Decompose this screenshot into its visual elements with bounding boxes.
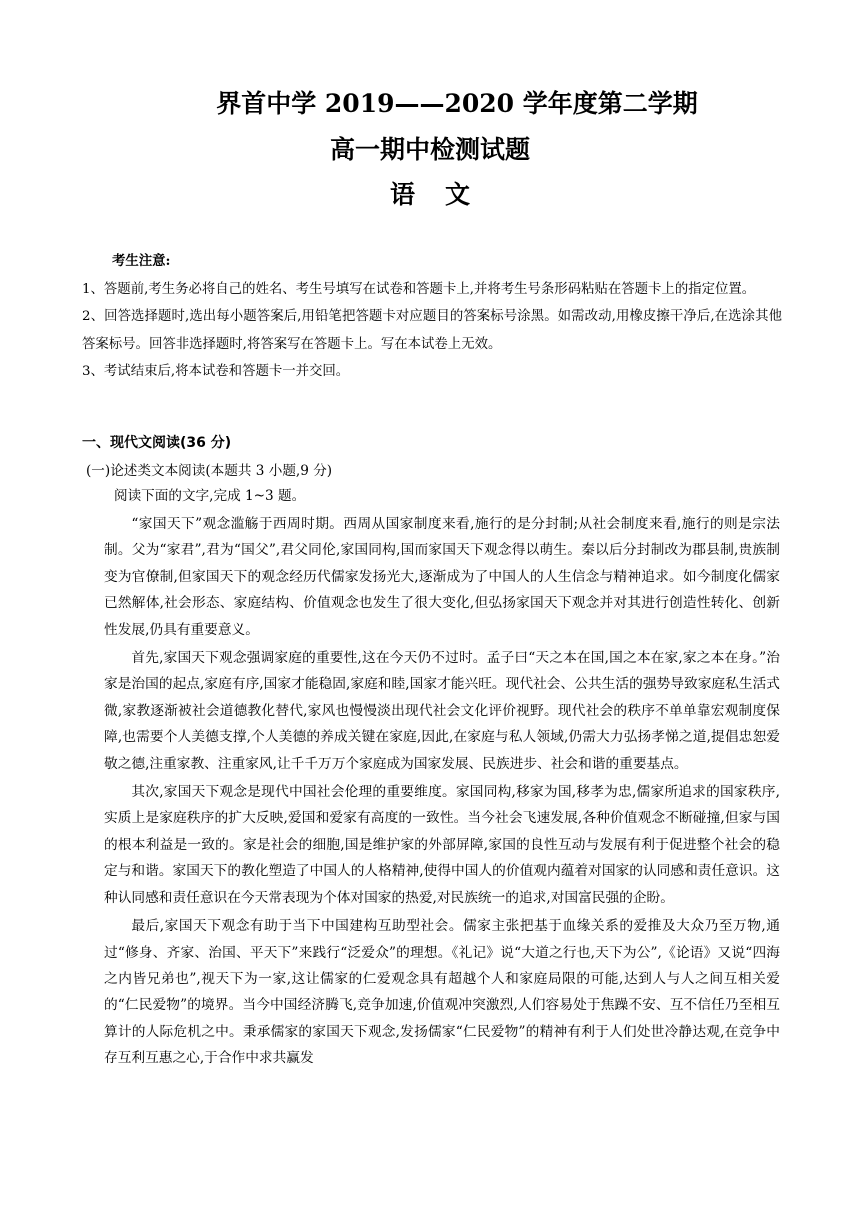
- reading-passage: [104, 511, 780, 1074]
- passage-paragraph: 首先,家国天下观念强调家庭的重要性,这在今天仍不过时。孟子曰“天之本在国,国之本在家,家之本在身。”治家是治国的起点,家庭有序,国家才能稳固,家庭和睦,国家才能兴旺。现代社会、公共生活的强势导致家庭私生活式微,家教逐渐被社会道德教化替代,家风也慢慢淡出现代社会文化评价视野。现代社会的秩序不单单靠宏观制度保障,也需要个人美德支撑,个人美德的养成关键在家庭,因此,在家庭与私人领域,仍需大力弘扬孝悌之道,提倡忠恕爱敬之德,注重家教、注重家风,让千千万万个家庭成为国家发展、民族进步、社会和谐的重要基点。: [104, 650, 780, 772]
- section-heading: 一、现代文阅读(36 分): [82, 435, 232, 451]
- notice-item: 2、回答选择题时,选出每小题答案后,用铅笔把答题卡对应题目的答案标号涂黑。如需改动,用橡皮擦干净后,在选涂其他答案标号。回答非选择题时,将答案写在答题卡上。写在本试卷上无效。: [82, 309, 782, 352]
- exam-title-school-year: 界首中学 2019——2020 学年度第二学期: [216, 89, 698, 118]
- candidate-notice: [82, 248, 782, 386]
- passage-paragraph: “家国天下”观念滥觞于西周时期。西周从国家制度来看,施行的是分封制;从社会制度来看,施行的则是宗法制。父为“家君”,君为“国父”,君父同伦,家国同构,国而家国天下观念得以萌生。秦以后分封制改为郡县制,贵族制变为官僚制,但家国天下的观念经历代儒家发扬光大,逐渐成为了中国人的人生信念与精神追求。如今制度化儒家已然解体,社会形态、家庭结构、价值观念也发生了很大变化,但弘扬家国天下观念并对其进行创造性转化、创新性发展,仍具有重要意义。: [104, 516, 780, 638]
- passage-paragraph: 其次,家国天下观念是现代中国社会伦理的重要维度。家国同构,移家为国,移孝为忠,儒家所追求的国家秩序,实质上是家庭秩序的扩大反映,爱国和爱家有高度的一致性。当今社会飞速发展,各种价值观念不断碰撞,但家与国的根本利益是一致的。家是社会的细胞,国是维护家的外部屏障,家国的良性互动与发展有利于促进整个社会的稳定与和谐。家国天下的教化塑造了中国人的人格精神,使得中国人的价值观内蕴着对国家的认同感和责任意识。这种认同感和责任意识在今天常表现为个体对国家的热爱,对民族统一的追求,对国富民强的企盼。: [104, 784, 780, 906]
- notice-item: 3、考试结束后,将本试卷和答题卡一并交回。: [82, 364, 350, 379]
- exam-title-grade: 高一期中检测试题: [329, 135, 530, 164]
- notice-item: 1、答题前,考生务必将自己的姓名、考生号填写在试卷和答题卡上,并将考生号条形码粘贴在答题卡上的指定位置。: [82, 281, 756, 297]
- notice-heading: 考生注意:: [112, 253, 171, 269]
- exam-title-subject: 语文: [389, 180, 500, 209]
- subsection-heading: (一)论述类文本阅读(本题共 3 小题,9 分): [86, 463, 333, 479]
- reading-instruction: 阅读下面的文字,完成 1~3 题。: [114, 488, 306, 504]
- passage-paragraph: 最后,家国天下观念有助于当下中国建构互助型社会。儒家主张把基于血缘关系的爱推及大众乃至万物,通过“修身、齐家、治国、平天下”来践行“泛爱众”的理想。《礼记》说“大道之行也,天下为公”,《论语》又说“四海之内皆兄弟也”,视天下为一家,这让儒家的仁爱观念具有超越个人和家庭局限的可能,达到人与人之间互相关爱的“仁民爱物”的境界。当今中国经济腾飞,竞争加速,价值观冲突激烈,人们容易处于焦躁不安、互不信任乃至相互算计的人际危机之中。秉承儒家的家国天下观念,发扬儒家“仁民爱物”的精神有利于人们处世冷静达观,在竞争中存互利互惠之心,于合作中求共赢发: [104, 918, 780, 1067]
